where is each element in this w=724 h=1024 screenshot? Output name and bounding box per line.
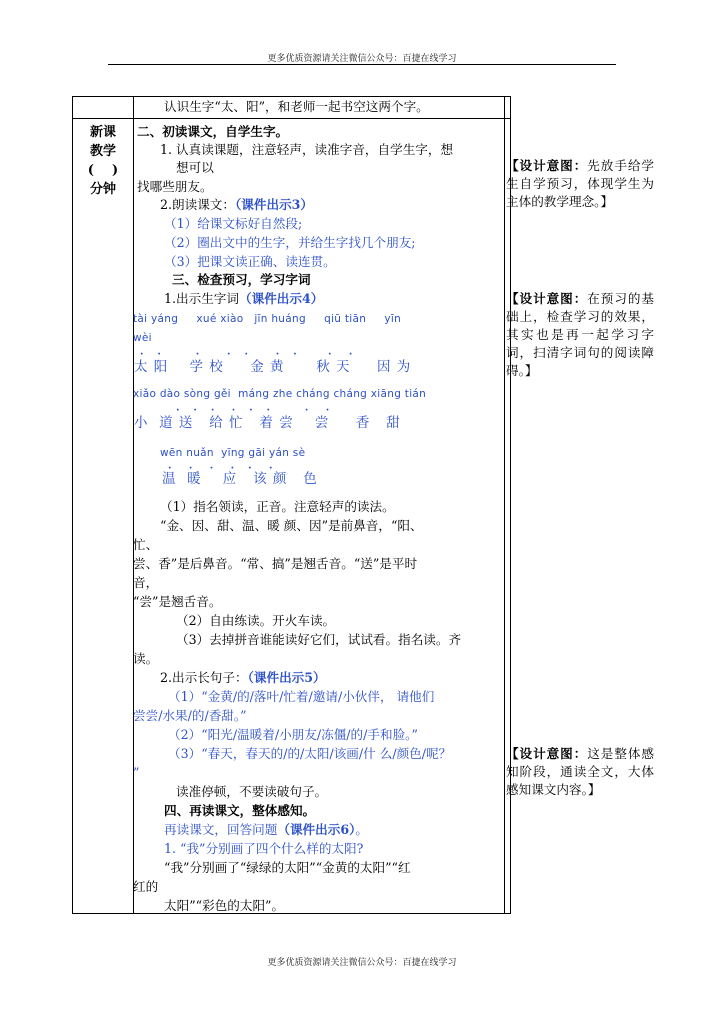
emphasis-dots-row2: · · · · · · · · [176, 405, 330, 416]
s3-para2-b: 忙、 [133, 537, 159, 552]
s3-step1: 1.出示生字词 [164, 291, 239, 306]
s3-step2: 2.出示长句子： [160, 670, 248, 685]
section-label-line3: ( ) [87, 163, 119, 178]
design-note-2 [506, 290, 654, 380]
page-footer-text: 更多优质资源请关注微信公众号：百捷在线学习 [267, 958, 457, 968]
s3-para2-d: 音， [133, 575, 159, 590]
s2-step1-line-a: 1. 认真读课题，注意轻声，读准字音，自学生字，想 [160, 142, 454, 157]
header-rule [108, 64, 616, 65]
s2-item3: （3）把课文读正确、读连贯。 [164, 254, 336, 269]
emphasis-dots-row3: · · · · · · [168, 463, 273, 474]
pinyin-row2: xiǎo dào sòng gěi máng zhe cháng cháng xiāng tián [133, 388, 427, 400]
design-note-2-key: 【设计意图： [506, 291, 588, 306]
design-note-3 [506, 745, 654, 799]
section-label-line4: 分钟 [89, 182, 116, 197]
pinyin-row1-wrap: wèi [133, 332, 152, 344]
s3-sentence1-b: 尝尝/水果/的/香甜。” [133, 708, 247, 723]
page-header-text: 更多优质资源请关注微信公众号：百捷在线学习 [267, 54, 457, 64]
s4-question: 1. “我”分别画了四个什么样的太阳? [164, 841, 364, 856]
s3-para2-a: “金、因、甜、温、暖 颜、因”是前鼻音，“阳、 [160, 518, 423, 533]
s3-para3: （2）自由练读。开火车读。 [176, 613, 336, 628]
s2-step2: 2.朗读课文： [160, 197, 235, 212]
s2-step1-line-c: 找哪些朋友。 [137, 179, 213, 194]
design-note-1-text: 先放手给学生自学预习，体现学生为主体的教学理念。】 [506, 158, 655, 209]
s4-step1-tag: （课件出示6） [277, 822, 356, 837]
s2-item2: （2）圈出文中的生字，并给生字找几个朋友; [164, 235, 416, 250]
row-divider [73, 118, 510, 119]
s3-step2-end: 读准停顿，不要读破句子。 [176, 784, 328, 799]
pinyin-row1: tài yáng xué xiào jīn huáng qiū tiān yīn [133, 313, 402, 325]
design-note-1 [506, 157, 654, 211]
s3-sentence2: （2）“阳光/温暖着/小朋友/冻僵/的/手和脸。” [168, 727, 418, 742]
hanzi-row2: 小 道 送 给 忙 着 尝 尝 香 甜 [134, 415, 401, 431]
s3-sentence1-a: （1）“金黄/的/落叶/忙着/邀请/小伙伴， 请他们 [168, 689, 435, 704]
hanzi-row1: 太 阳 学 校 金 黄 秋 天 因 为 [134, 359, 412, 375]
s2-step2-tag: （课件出示3） [235, 197, 314, 212]
section4-title: 四、再读课文，整体感知。 [164, 803, 316, 818]
section-label-line2: 教学 [89, 144, 116, 159]
emphasis-dots-row1: · · · · · · · · · [140, 349, 353, 360]
s3-sentence3-a: （3）“春天，春天的/的/太阳/该画/什 么/颜色/呢？ [168, 746, 452, 761]
s3-para1: （1）指名领读，正音。注意轻声的读法。 [160, 499, 395, 514]
s3-step1-tag: （课件出示4） [239, 291, 324, 306]
design-note-3-key: 【设计意图： [506, 746, 588, 761]
s4-answer-c: 太阳”“彩色的太阳”。 [164, 898, 285, 913]
s2-item1: （1）给课文标好自然段; [164, 216, 303, 231]
s3-sentence3-b: ” [133, 765, 140, 780]
s2-step1-line-b: 想可以 [176, 160, 214, 175]
design-note-1-key: 【设计意图： [506, 158, 588, 173]
row1-text: 认识生字“太、阳”，和老师一起书空这两个字。 [164, 99, 429, 114]
pinyin-row3: wēn nuǎn yīng gāi yán sè [160, 447, 306, 459]
section-label-line1: 新课 [89, 125, 116, 140]
s4-answer-a: “我”分别画了“绿绿的太阳”“金黄的太阳”“红 [164, 860, 411, 875]
section3-title: 三、检查预习，学习字词 [172, 272, 311, 287]
s4-step1: 再读课文，回答问题 [164, 822, 278, 837]
s3-para2-e: “尝”是翘舌音。 [133, 594, 222, 609]
column-divider-left [133, 97, 134, 913]
s4-answer-b: 红的 [133, 879, 159, 894]
column-divider-right [504, 97, 505, 913]
hanzi-row3: 温 暖 应 该 颜 色 [162, 471, 318, 487]
s3-para4-b: 读。 [133, 651, 159, 666]
s3-para4-a: （3）去掉拼音谁能读好它们，试试看。指名读。齐 [176, 632, 462, 647]
section2-title: 二、初读课文，自学生字。 [137, 124, 289, 139]
s3-para2-c: 尝、香”是后鼻音。“常、搞”是翘舌音。“送”是平时 [133, 556, 418, 571]
design-note-3-text: 这是整体感知阶段，通读全文，大体感知课文内容。】 [506, 746, 655, 797]
s4-step1-end: 。 [355, 822, 368, 837]
design-note-2-text: 在预习的基础上，检查学习的效果，其实也是再一起学习字词，扫清字词句的阅读障碍。】 [506, 291, 655, 378]
s3-step2-tag: （课件出示5） [247, 670, 326, 685]
